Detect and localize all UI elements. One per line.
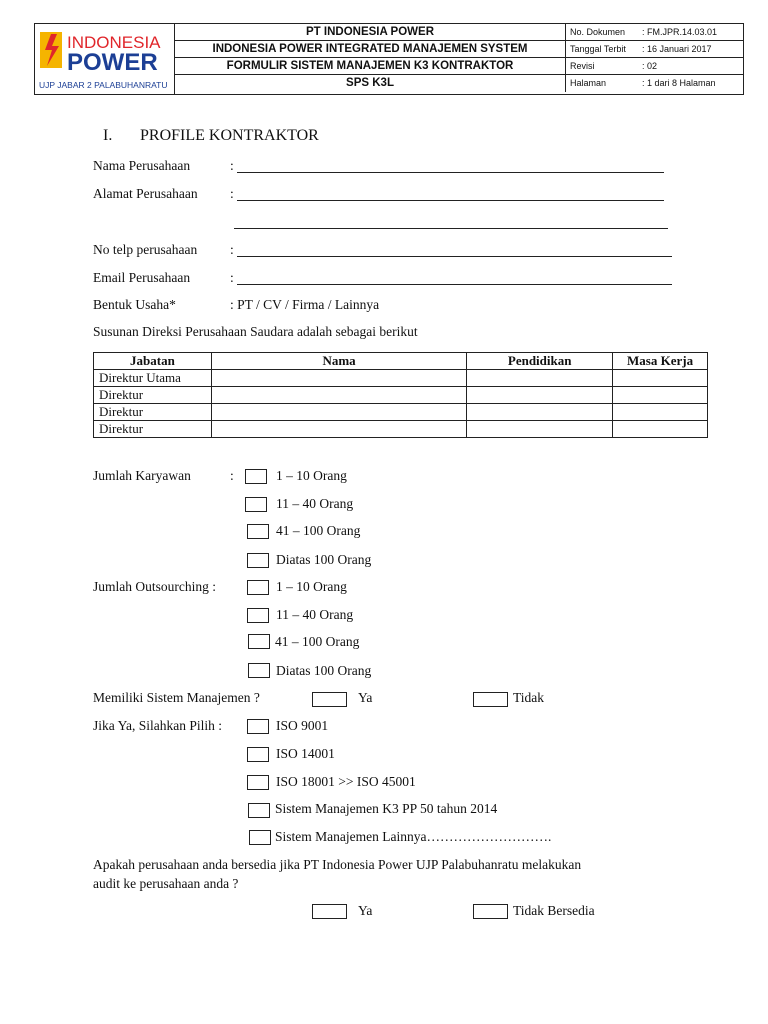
alamat-input-line-1[interactable] (237, 200, 664, 201)
jabatan-cell: Direktur (94, 404, 212, 421)
sistem-tidak-label: Tidak (513, 690, 545, 705)
column-header-pendidikan: Pendidikan (467, 353, 613, 370)
direksi-table (93, 352, 708, 438)
column-header-nama: Nama (211, 353, 466, 370)
outsourcing-option-1: 1 – 10 Orang (276, 579, 347, 594)
field-label-telp: No telp perusahaan (93, 242, 198, 257)
table-row (94, 370, 708, 387)
nama-cell[interactable] (211, 404, 466, 421)
pilih-checkbox-5[interactable] (249, 830, 271, 845)
meta-doc-number: No. Dokumen : FM.JPR.14.03.01 (565, 24, 743, 41)
audit-tidak-checkbox[interactable] (473, 904, 508, 919)
audit-ya-label: Ya (358, 903, 373, 918)
pilih-option-4: Sistem Manajemen K3 PP 50 tahun 2014 (275, 801, 498, 816)
pilih-option-3: ISO 18001 >> ISO 45001 (276, 774, 416, 789)
pendidikan-cell[interactable] (467, 421, 613, 438)
column-header-jabatan: Jabatan (94, 353, 212, 370)
jabatan-cell: Direktur Utama (94, 370, 212, 387)
alamat-input-line-2[interactable] (234, 228, 668, 229)
field-label-nama: Nama Perusahaan (93, 158, 191, 173)
pilih-checkbox-2[interactable] (247, 747, 269, 762)
colon: : (230, 186, 234, 201)
colon: : (230, 158, 234, 173)
karyawan-checkbox-2[interactable] (245, 497, 267, 512)
masa-kerja-cell[interactable] (613, 370, 708, 387)
karyawan-checkbox-1[interactable] (245, 469, 267, 484)
meta-revision: Revisi : 02 (565, 58, 743, 75)
outsourcing-option-4: Diatas 100 Orang (276, 663, 372, 678)
pilih-label: Jika Ya, Silahkan Pilih : (93, 718, 223, 733)
karyawan-option-2: 11 – 40 Orang (276, 496, 354, 511)
masa-kerja-cell[interactable] (613, 404, 708, 421)
header-title-company: PT INDONESIA POWER (175, 24, 565, 41)
nama-cell[interactable] (211, 370, 466, 387)
karyawan-label: Jumlah Karyawan (93, 468, 191, 483)
company-logo (35, 24, 175, 94)
pendidikan-cell[interactable] (467, 387, 613, 404)
column-header-masa-kerja: Masa Kerja (613, 353, 708, 370)
jabatan-cell: Direktur (94, 421, 212, 438)
logo-unit: UJP JABAR 2 PALABUHANRATU (39, 80, 168, 90)
table-row (94, 421, 708, 438)
pilih-option-1: ISO 9001 (276, 718, 329, 733)
field-label-bentuk: Bentuk Usaha* (93, 297, 176, 312)
outsourcing-checkbox-2[interactable] (247, 608, 269, 623)
colon: : (230, 270, 234, 285)
logo-brand-bottom: POWER (67, 49, 158, 76)
field-label-alamat: Alamat Perusahaan (93, 186, 198, 201)
audit-question-line-1: Apakah perusahaan anda bersedia jika PT Indonesia Power UJP Palabuhanratu melakukan (93, 857, 582, 872)
sistem-ya-checkbox[interactable] (312, 692, 347, 707)
header-title-form: FORMULIR SISTEM MANAJEMEN K3 KONTRAKTOR (175, 58, 565, 75)
nama-cell[interactable] (211, 387, 466, 404)
telp-input-line[interactable] (237, 256, 672, 257)
karyawan-option-1: 1 – 10 Orang (276, 468, 347, 483)
pilih-option-2: ISO 14001 (276, 746, 335, 761)
masa-kerja-cell[interactable] (613, 387, 708, 404)
karyawan-option-4: Diatas 100 Orang (276, 552, 372, 567)
pilih-option-5: Sistem Manajemen Lainnya………………………. (275, 829, 552, 844)
pilih-checkbox-3[interactable] (247, 775, 269, 790)
colon: : (230, 468, 234, 483)
pendidikan-cell[interactable] (467, 404, 613, 421)
section-number: I. (103, 127, 113, 144)
karyawan-checkbox-4[interactable] (247, 553, 269, 568)
karyawan-checkbox-3[interactable] (247, 524, 269, 539)
table-header-row (94, 353, 708, 370)
pilih-checkbox-4[interactable] (248, 803, 270, 818)
nama-input-line[interactable] (237, 172, 664, 173)
audit-question-line-2: audit ke perusahaan anda ? (93, 876, 239, 891)
sistem-tidak-checkbox[interactable] (473, 692, 508, 707)
email-input-line[interactable] (237, 284, 672, 285)
logo-brand-top: INDONESIA (67, 33, 161, 52)
meta-issue-date: Tanggal Terbit : 16 Januari 2017 (565, 41, 743, 58)
table-row (94, 387, 708, 404)
outsourcing-checkbox-3[interactable] (248, 634, 270, 649)
masa-kerja-cell[interactable] (613, 421, 708, 438)
field-label-email: Email Perusahaan (93, 270, 191, 285)
indonesia-power-logo-icon (35, 24, 173, 94)
jabatan-cell: Direktur (94, 387, 212, 404)
audit-tidak-label: Tidak Bersedia (513, 903, 595, 918)
outsourcing-label: Jumlah Outsourching : (93, 579, 216, 594)
header-title-system: INDONESIA POWER INTEGRATED MANAJEMEN SYSTEM (175, 41, 565, 58)
meta-page: Halaman : 1 dari 8 Halaman (565, 75, 743, 92)
header-title-code: SPS K3L (346, 77, 394, 89)
outsourcing-checkbox-4[interactable] (248, 663, 270, 678)
direksi-intro: Susunan Direksi Perusahaan Saudara adalah sebagai berikut (93, 324, 418, 339)
section-title: PROFILE KONTRAKTOR (140, 127, 319, 144)
audit-ya-checkbox[interactable] (312, 904, 347, 919)
outsourcing-option-3: 41 – 100 Orang (275, 634, 360, 649)
sistem-question: Memiliki Sistem Manajemen ? (93, 690, 260, 705)
nama-cell[interactable] (211, 421, 466, 438)
table-row (94, 404, 708, 421)
karyawan-option-3: 41 – 100 Orang (276, 523, 361, 538)
sistem-ya-label: Ya (358, 690, 373, 705)
bentuk-options: : PT / CV / Firma / Lainnya (230, 297, 380, 312)
pendidikan-cell[interactable] (467, 370, 613, 387)
outsourcing-option-2: 11 – 40 Orang (276, 607, 354, 622)
document-header (34, 23, 744, 95)
pilih-checkbox-1[interactable] (247, 719, 269, 734)
colon: : (230, 242, 234, 257)
outsourcing-checkbox-1[interactable] (247, 580, 269, 595)
